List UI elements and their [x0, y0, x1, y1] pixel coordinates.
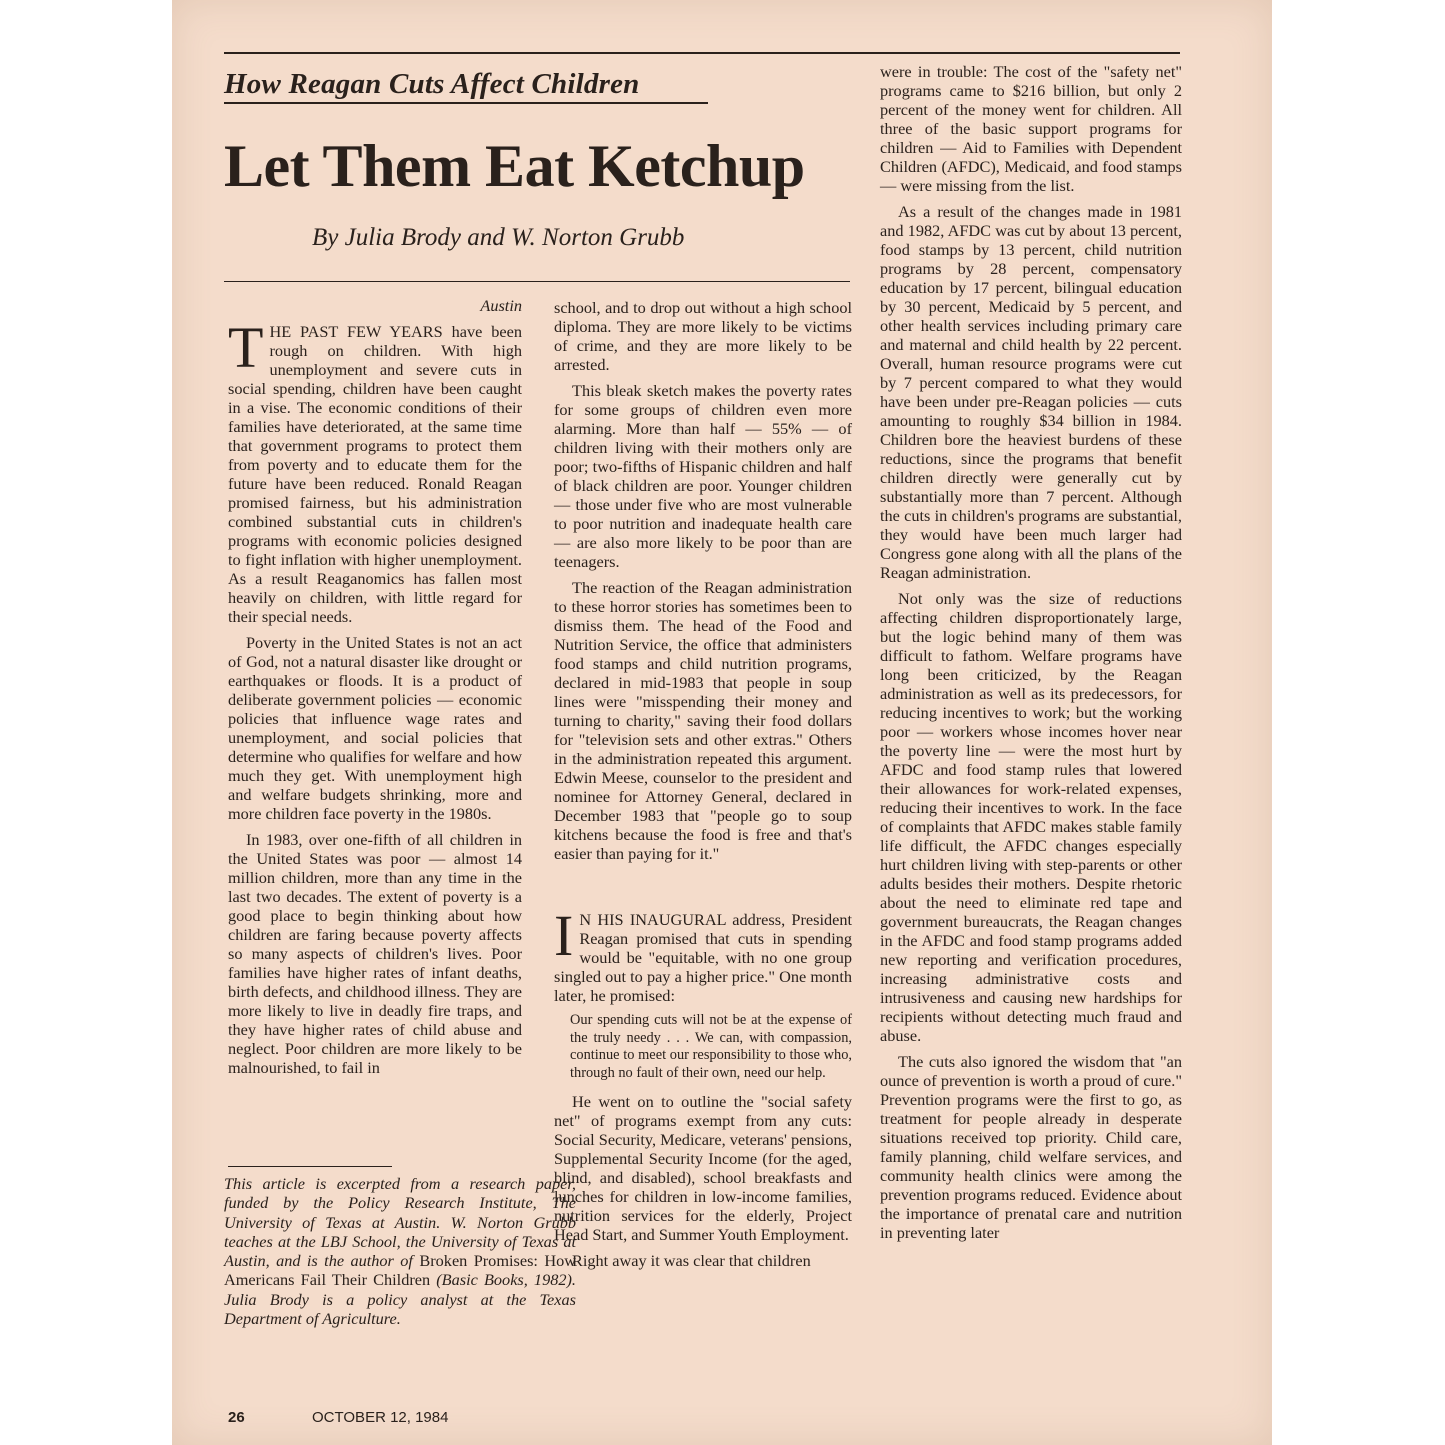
byline: By Julia Brody and W. Norton Grubb [312, 224, 685, 251]
kicker-title: How Reagan Cuts Affect Children [224, 68, 640, 100]
block-quote: Our spending cuts will not be at the expense of the truly needy . . . We can, with compassion, continue to meet our responsibility to those who, through no fault of their own, need our help. [570, 1012, 852, 1081]
page-number: 26 [228, 1409, 245, 1426]
footnote-text: This article is excerpted from a research paper, funded by the Policy Research Institute, The University of Texas at Austin. W. Norton Grubb teaches at the LBJ School, the University of Texas at Austin, and is the author of [224, 1174, 576, 1271]
column-1 [228, 296, 522, 1084]
top-rule [224, 52, 1180, 54]
paragraph: Right away it was clear that children [572, 1251, 811, 1270]
paragraph: This bleak sketch makes the poverty rates for some groups of children even more alarming. More than half — 55% — of children living with their mothers only are poor; two-fifths of Hispanic children and half of black children are poor. Younger children — those under five who are most vulnerable to poor nutrition and inadequate health care — are also more likely to be poor than are teenagers. [554, 381, 852, 571]
drop-cap: T [228, 315, 264, 380]
headline: Let Them Eat Ketchup [224, 133, 805, 199]
author-footnote [224, 1174, 576, 1328]
paragraph-text: N HIS INAUGURAL address, President Reagan promised that cuts in spending would be "equitable, with no one group singled out to pay a higher price." One month later, he promised: [554, 910, 852, 1005]
paragraph: In 1983, over one-fifth of all children in the United States was poor — almost 14 million children, more than any time in the last two decades. The extent of poverty is a good place to begin thinking about how children are faring because poverty affects so many aspects of children's lives. Poor families have higher rates of infant deaths, birth defects, and childhood illness. They are more likely to live in deadly fire traps, and they have higher rates of child abuse and neglect. Poor children are more likely to be malnourished, to fail in [228, 830, 522, 1077]
footnote-rule [228, 1166, 392, 1167]
byline-rule [224, 281, 850, 282]
paragraph: As a result of the changes made in 1981 and 1982, AFDC was cut by about 13 percent, food stamps by 13 percent, child nutrition programs by 28 percent, compensatory education by 17 percent, bilingual education by 30 percent, Medicaid by 5 percent, and other health services including primary care and maternal and child health by 22 percent. Overall, human resource programs were cut by 7 percent compared to what they would have been under pre-Reagan policies — cuts amounting to roughly $34 billion in 1984. Children bore the heaviest burdens of these reductions, since the programs that benefit children directly were generally cut by substantially more than 7 percent. Although the cuts in children's programs are substantial, they would have been much larger had Congress gone along with all the plans of the Reagan administration. [880, 202, 1182, 582]
paragraph: Poverty in the United States is not an act of God, not a natural disaster like drought or earthquakes or floods. It is a product of deliberate government policies — economic policies that influence wage rates and unemployment, and social policies that determine who qualifies for welfare and how much they get. With unemployment high and welfare budgets shrinking, more and more children face poverty in the 1980s. [228, 633, 522, 823]
book-title: Broken Promises: How Americans Fail Their Children [224, 1251, 576, 1290]
paragraph: He went on to outline the "social safety net" of programs exempt from any cuts: Social Security, Medicare, veterans' pensions, Supplemental Security Income (for the aged, blind, and disabled), school breakfasts and lunches for children in low-income families, nutrition services for the elderly, Project Head Start, and Summer Youth Employment. [554, 1092, 853, 1244]
paragraph [554, 903, 852, 1005]
column-3 [880, 62, 1182, 1249]
column-2 [554, 298, 852, 1277]
magazine-page [172, 0, 1272, 1445]
drop-cap: I [554, 903, 574, 968]
kicker-underline [224, 102, 708, 104]
dateline: Austin [480, 296, 522, 315]
paragraph-text: HE PAST FEW YEARS have been rough on children. With high unemployment and severe cuts in social spending, children have been caught in a vise. The economic conditions of their families have deteriorated, at the same time that government programs to protect them from poverty and to educate them for the future have been reduced. Ronald Reagan promised fairness, but his administration combined substantial cuts in children's programs with economic policies designed to fight inflation with higher unemployment. As a result Reaganomics has fallen most heavily on children, with little regard for their special needs. [228, 322, 522, 626]
paragraph [228, 315, 522, 626]
paragraph: school, and to drop out without a high school diploma. They are more likely to be victims of crime, and they are more likely to be arrested. [554, 298, 852, 374]
issue-date: OCTOBER 12, 1984 [312, 1409, 449, 1426]
paragraph: were in trouble: The cost of the "safety net" programs came to $216 billion, but only 2 percent of the money went for children. All three of the basic support programs for children — Aid to Families with Dependent Children (AFDC), Medicaid, and food stamps — were missing from the list. [880, 62, 1182, 195]
paragraph: The cuts also ignored the wisdom that "an ounce of prevention is worth a proud of cure." Prevention programs were the first to go, as treatment for people already in desperate situations received top priority. Child care, family planning, child welfare services, and community health clinics were among the prevention programs reduced. Evidence about the importance of prenatal care and nutrition in preventing later [880, 1052, 1182, 1242]
section-gap [554, 870, 852, 910]
paragraph: The reaction of the Reagan administration to these horror stories has sometimes been to dismiss them. The head of the Food and Nutrition Service, the office that administers food stamps and child nutrition programs, declared in mid-1983 that people in soup lines were "misspending their money and turning to charity," saving their food dollars for "television sets and other extras." Others in the administration repeated this argument. Edwin Meese, counselor to the president and nominee for Attorney General, declared in December 1983 that "people go to soup kitchens because the food is free and that's easier than paying for it." [554, 578, 852, 863]
paragraph: Not only was the size of reductions affecting children disproportionately large, but the logic behind many of them was difficult to fathom. Welfare programs have long been criticized, by the Reagan administration as well as its predecessors, for reducing incentives to work; but the working poor — workers whose incomes hover near the poverty line — were the most hurt by AFDC and food stamp rules that lowered their allowances for work-related expenses, reducing their incentives to work. In the face of complaints that AFDC makes stable family life difficult, the AFDC changes especially hurt children living with step-parents or other adults besides their mothers. Despite rhetoric about the need to eliminate red tape and government bureaucrats, the Reagan changes in the AFDC and food stamp programs added new reporting and verification procedures, increasing administrative costs and intrusiveness and causing new hardships for recipients without detecting much fraud and abuse. [880, 589, 1182, 1045]
footnote-text: (Basic Books, 1982). Julia Brody is a policy analyst at the Texas Department of Agriculture. [224, 1270, 576, 1329]
